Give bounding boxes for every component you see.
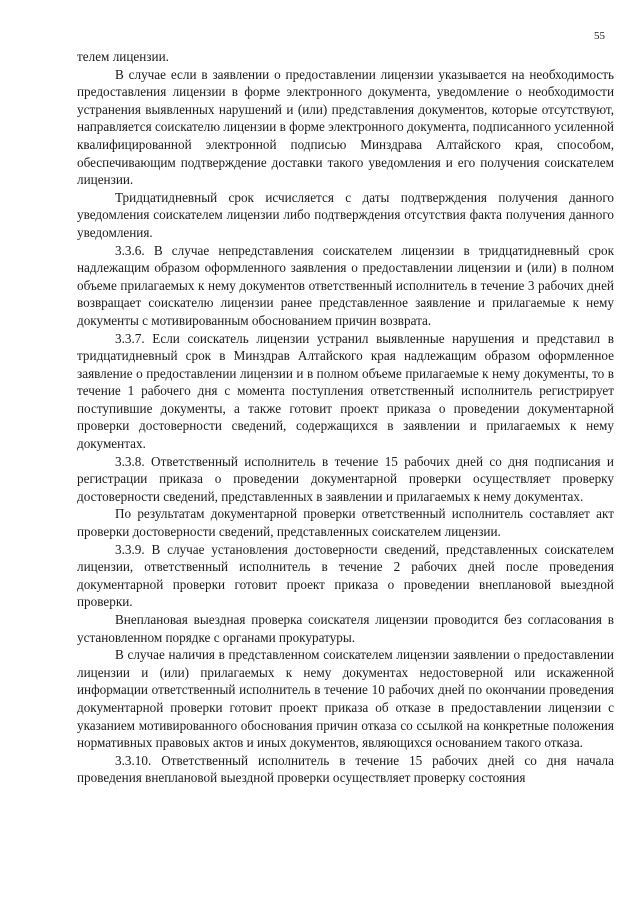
paragraph: В случае если в заявлении о предоставлении лицензии указывается на необходимость предоставления лицензии в форме электронного документа, уведомление о необходимости устранения выявленных нарушений и (или) представления документов, которые отсутствуют, направляется соискателю лицензии в форме электронного документа, подписанного усиленной квалифицированной электронной подписью Минздрава Алтайского края, способом, обеспечивающим подтверждение доставки такого уведомления и его получения соискателем лицензии.	[77, 66, 614, 188]
paragraph: В случае наличия в представленном соискателем лицензии заявлении о предоставлении лицензии и (или) прилагаемых к нему документах недостоверной или искаженной информации ответственный исполнитель в течение 10 рабочих дней по окончании проведения документарной проверки готовит проект приказа об отказе в предоставлении лицензии с указанием мотивированного обоснования причин отказа со ссылкой на конкретные положения нормативных правовых актов и иных документов, являющихся основанием такого отказа.	[77, 647, 614, 751]
paragraph-3-3-7: 3.3.7. Если соискатель лицензии устранил выявленные нарушения и представил в тридцатидневный срок в Минздрав Алтайского края надлежащим образом оформленное заявление о предоставлении лицензии и в полном объеме прилагаемые к нему документы, то в течение 1 рабочего дня с момента поступления ответственный исполнитель регистрирует поступившие документы, а также готовит проект приказа о проведении документарной проверки достоверности сведений, содержащихся в заявлении и прилагаемых к нему документах.	[77, 330, 614, 452]
paragraph: По результатам документарной проверки ответственный исполнитель составляет акт проверки достоверности сведений, представленных соискателем лицензии.	[77, 506, 614, 540]
paragraph-3-3-6: 3.3.6. В случае непредставления соискателем лицензии в тридцатидневный срок надлежащим образом оформленного заявления о предоставлении лицензии и (или) в полном объеме прилагаемых к нему документов ответственный исполнитель в течение 3 рабочих дней возвращает соискателю лицензии ранее представленное заявление и прилагаемые к нему документы с мотивированным обоснованием причин возврата.	[77, 242, 614, 328]
paragraph-continuation: телем лицензии.	[77, 49, 169, 64]
paragraph-3-3-9: 3.3.9. В случае установления достоверности сведений, представленных соискателем лицензии, ответственный исполнитель в течение 2 рабочих дней после проведения документарной проверки готовит проект приказа о проведении внеплановой выездной проверки.	[77, 541, 614, 610]
document-body	[77, 48, 614, 787]
page-number: 55	[594, 30, 605, 42]
paragraph-3-3-8: 3.3.8. Ответственный исполнитель в течение 15 рабочих дней со дня подписания и регистрации приказа о проведении документарной проверки осуществляет проверку достоверности сведений, представленных в заявлении и прилагаемых к нему документах.	[77, 453, 614, 504]
paragraph-3-3-10: 3.3.10. Ответственный исполнитель в течение 15 рабочих дней со дня начала проведения внеплановой выездной проверки осуществляет проверку состояния	[77, 752, 614, 786]
paragraph: Внеплановая выездная проверка соискателя лицензии проводится без согласования в установленном порядке с органами прокуратуры.	[77, 612, 614, 645]
paragraph: Тридцатидневный срок исчисляется с даты подтверждения получения данного уведомления соискателем лицензии либо подтверждения отсутствия факта получения данного уведомления.	[77, 189, 614, 240]
